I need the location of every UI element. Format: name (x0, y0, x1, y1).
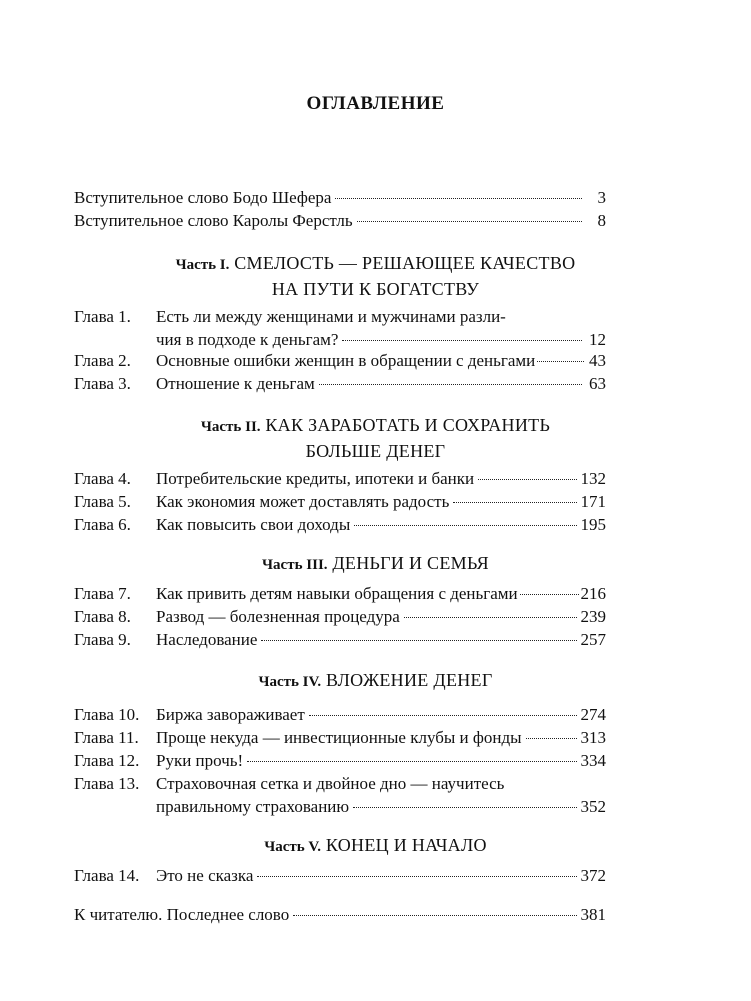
toc-entry-chapter-14[interactable] (74, 864, 606, 887)
chapter-label: Глава 7. (74, 584, 131, 603)
part-heading-4 (0, 668, 751, 694)
toc-entry-intro-ferstl[interactable] (74, 209, 606, 232)
chapter-title: Как повысить свои доходы (156, 515, 351, 534)
toc-entry-chapter-6[interactable] (74, 513, 606, 536)
chapter-title: Как привить детям навыки обращения с деньгами (156, 584, 518, 603)
part-title-line1: КОНЕЦ И НАЧАЛО (325, 835, 487, 855)
part-heading-5 (0, 833, 751, 859)
part-heading-2 (0, 413, 751, 463)
toc-entry-chapter-12[interactable] (74, 749, 606, 772)
chapter-title: Биржа завораживает (156, 705, 305, 724)
page-number: 334 (580, 751, 606, 770)
toc-entry-chapter-13[interactable] (74, 772, 606, 818)
dot-leader (520, 594, 579, 595)
part-heading-3 (0, 551, 751, 577)
page-number: 12 (589, 330, 606, 349)
chapter-label: Глава 5. (74, 492, 131, 511)
part-title-line1: ВЛОЖЕНИЕ ДЕНЕГ (325, 670, 493, 690)
chapter-title: Проще некуда — инвестиционные клубы и фонды (156, 728, 522, 747)
page-number: 216 (580, 584, 606, 603)
page-number: 171 (580, 492, 606, 511)
dot-leader (247, 761, 576, 762)
page-title: ОГЛАВЛЕНИЕ (306, 93, 445, 114)
page-number: 274 (580, 705, 606, 724)
toc-entry-chapter-10[interactable] (74, 703, 606, 726)
chapter-title: Развод — болезненная процедура (156, 607, 400, 626)
chapter-label: Глава 3. (74, 374, 131, 393)
chapter-title: Страховочная сетка и двойное дно — научитесь (156, 774, 505, 793)
page-number: 313 (580, 728, 606, 747)
chapter-label: Глава 9. (74, 630, 131, 649)
chapter-title: Отношение к деньгам (156, 374, 315, 393)
part-label: Часть III. (262, 557, 328, 573)
page-number: 132 (580, 469, 606, 488)
part-title-line1: СМЕЛОСТЬ — РЕШАЮЩЕЕ КАЧЕСТВО (234, 253, 576, 273)
chapter-title: Наследование (156, 630, 258, 649)
dot-leader (342, 340, 582, 341)
page-number: 43 (589, 351, 606, 370)
dot-leader (353, 807, 576, 808)
part-label: Часть IV. (258, 674, 322, 690)
chapter-label: Глава 8. (74, 607, 131, 626)
chapter-label: Глава 14. (74, 866, 140, 885)
dot-leader (354, 525, 576, 526)
dot-leader (537, 361, 584, 362)
toc-entry-chapter-11[interactable] (74, 726, 606, 749)
chapter-title: Как экономия может доставлять радость (156, 492, 450, 511)
dot-leader (309, 715, 577, 716)
page-number: 381 (580, 905, 606, 924)
dot-leader (293, 915, 576, 916)
toc-entry-afterword[interactable] (74, 903, 606, 926)
dot-leader (478, 479, 576, 480)
part-label: Часть II. (200, 419, 261, 435)
chapter-title-cont: чия в подходе к деньгам? (156, 330, 339, 349)
part-label: Часть I. (175, 257, 230, 273)
part-title-line1: КАК ЗАРАБОТАТЬ И СОХРАНИТЬ (265, 415, 551, 435)
toc-entry-chapter-5[interactable] (74, 490, 606, 513)
chapter-title: Основные ошибки женщин в обращении с деньгами (156, 351, 536, 370)
toc-entry-chapter-2[interactable] (74, 349, 606, 372)
dot-leader (526, 738, 577, 739)
dot-leader (453, 502, 576, 503)
entry-text: Вступительное слово Бодо Шефера (74, 188, 332, 207)
toc-entry-chapter-4[interactable] (74, 467, 606, 490)
toc-entry-chapter-3[interactable] (74, 372, 606, 395)
toc-entry-chapter-8[interactable] (74, 605, 606, 628)
entry-text: К читателю. Последнее слово (74, 905, 290, 924)
page-number: 352 (580, 797, 606, 816)
dot-leader (335, 198, 582, 199)
chapter-label: Глава 4. (74, 469, 131, 488)
page-number: 8 (597, 211, 606, 230)
chapter-title: Есть ли между женщинами и мужчинами разли- (156, 307, 506, 326)
dot-leader (319, 384, 582, 385)
chapter-label: Глава 6. (74, 515, 131, 534)
chapter-title: Руки прочь! (156, 751, 244, 770)
chapter-title-cont: правильному страхованию (156, 797, 350, 816)
toc-entry-chapter-9[interactable] (74, 628, 606, 651)
chapter-label: Глава 10. (74, 705, 140, 724)
toc-entry-chapter-7[interactable] (74, 582, 606, 605)
part-title-line1: ДЕНЬГИ И СЕМЬЯ (332, 553, 489, 573)
part-heading-1 (0, 251, 751, 301)
dot-leader (357, 221, 582, 222)
page-number: 63 (589, 374, 606, 393)
page-number: 239 (580, 607, 606, 626)
dot-leader (257, 876, 576, 877)
part-label: Часть V. (264, 839, 322, 855)
toc-entry-intro-schaefer[interactable] (74, 186, 606, 209)
chapter-label: Глава 12. (74, 751, 140, 770)
page-number: 3 (597, 188, 606, 207)
part-title-line2: БОЛЬШЕ ДЕНЕГ (305, 441, 446, 461)
chapter-label: Глава 11. (74, 728, 139, 747)
page-number: 372 (580, 866, 606, 885)
toc-entry-chapter-1[interactable] (74, 305, 606, 351)
part-title-line2: НА ПУТИ К БОГАТСТВУ (271, 279, 480, 299)
chapter-label: Глава 1. (74, 307, 131, 326)
chapter-label: Глава 13. (74, 774, 140, 793)
page-number: 257 (580, 630, 606, 649)
entry-text: Вступительное слово Каролы Ферстль (74, 211, 353, 230)
chapter-title: Это не сказка (156, 866, 254, 885)
dot-leader (404, 617, 577, 618)
dot-leader (261, 640, 576, 641)
chapter-title: Потребительские кредиты, ипотеки и банки (156, 469, 475, 488)
chapter-label: Глава 2. (74, 351, 131, 370)
page-number: 195 (580, 515, 606, 534)
